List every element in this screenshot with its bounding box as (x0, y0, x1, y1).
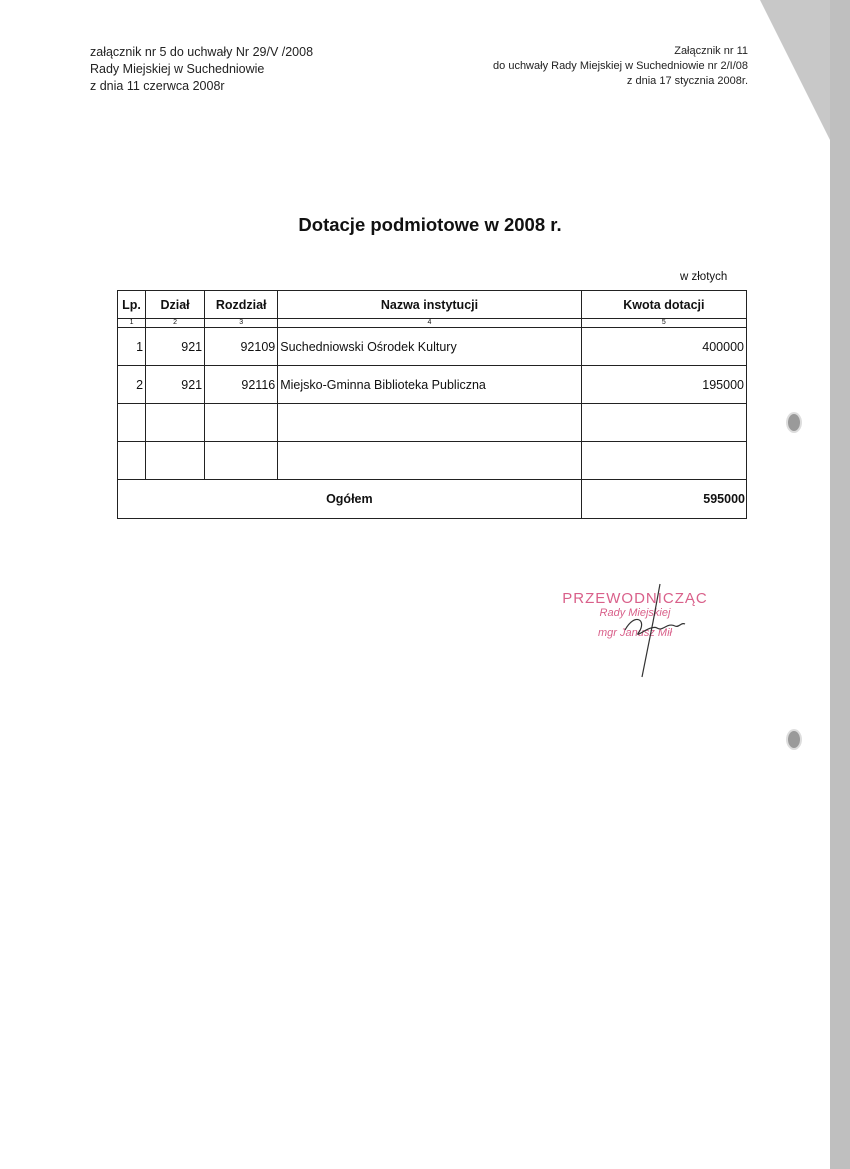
index-cell: 5 (581, 319, 746, 328)
header-right-line1: Załącznik nr 11 (674, 45, 748, 57)
header-right-line3: z dnia 17 stycznia 2008r. (626, 75, 748, 87)
index-cell: 3 (205, 319, 278, 328)
header-left-line1: załącznik nr 5 do uchwały Nr 29/V /2008 (90, 45, 314, 59)
header-right-line2: do uchwały Rady Miejskiej w Suchedniowie nr 2/I/08 (493, 60, 748, 72)
table-header-row (118, 291, 747, 319)
unit-label: w złotych (680, 271, 728, 283)
index-cell: 1 (118, 319, 146, 328)
cell-nazwa: Miejsko-Gminna Biblioteka Publiczna (278, 366, 581, 404)
empty-cell (205, 404, 278, 442)
empty-cell (581, 442, 746, 480)
total-label: Ogółem (118, 480, 582, 519)
cell-lp: 1 (118, 328, 146, 366)
subsidy-table (117, 290, 747, 519)
punch-hole (786, 729, 802, 750)
cell-dzial: 921 (146, 328, 205, 366)
folded-corner (760, 0, 830, 140)
table-index-row (118, 319, 747, 328)
empty-cell (278, 404, 581, 442)
table-row-empty (118, 442, 747, 480)
col-header-nazwa: Nazwa instytucji (278, 291, 581, 319)
cell-kwota: 400000 (581, 328, 746, 366)
cell-rozdzial: 92116 (205, 366, 278, 404)
stamp-line2: Rady Miejskiej (599, 607, 671, 619)
empty-cell (581, 404, 746, 442)
empty-cell (118, 442, 146, 480)
empty-cell (118, 404, 146, 442)
table-row-empty (118, 404, 747, 442)
col-header-rozdzial: Rozdział (205, 291, 278, 319)
cell-nazwa: Suchedniowski Ośrodek Kultury (278, 328, 581, 366)
col-header-dzial: Dział (146, 291, 205, 319)
empty-cell (146, 404, 205, 442)
empty-cell (278, 442, 581, 480)
header-right (493, 44, 748, 89)
document-title: Dotacje podmiotowe w 2008 r. (298, 214, 562, 235)
cell-kwota: 195000 (581, 366, 746, 404)
table-total-row (118, 480, 747, 519)
cell-lp: 2 (118, 366, 146, 404)
punch-hole (786, 412, 802, 433)
header-left-line3: z dnia 11 czerwca 2008r (90, 79, 225, 93)
cell-dzial: 921 (146, 366, 205, 404)
index-cell: 4 (278, 319, 581, 328)
cell-rozdzial: 92109 (205, 328, 278, 366)
col-header-lp: Lp. (118, 291, 146, 319)
empty-cell (146, 442, 205, 480)
table-row (118, 328, 747, 366)
stamp-line1: PRZEWODNICZĄC (562, 590, 708, 607)
empty-cell (205, 442, 278, 480)
col-header-kwota: Kwota dotacji (581, 291, 746, 319)
header-left-line2: Rady Miejskiej w Suchedniowie (90, 62, 265, 76)
header-left (90, 44, 313, 95)
stamp-line3: mgr Janusz Mił (598, 627, 672, 639)
index-cell: 2 (146, 319, 205, 328)
total-value: 595000 (581, 480, 746, 519)
signature-icon (595, 582, 705, 682)
table-row (118, 366, 747, 404)
